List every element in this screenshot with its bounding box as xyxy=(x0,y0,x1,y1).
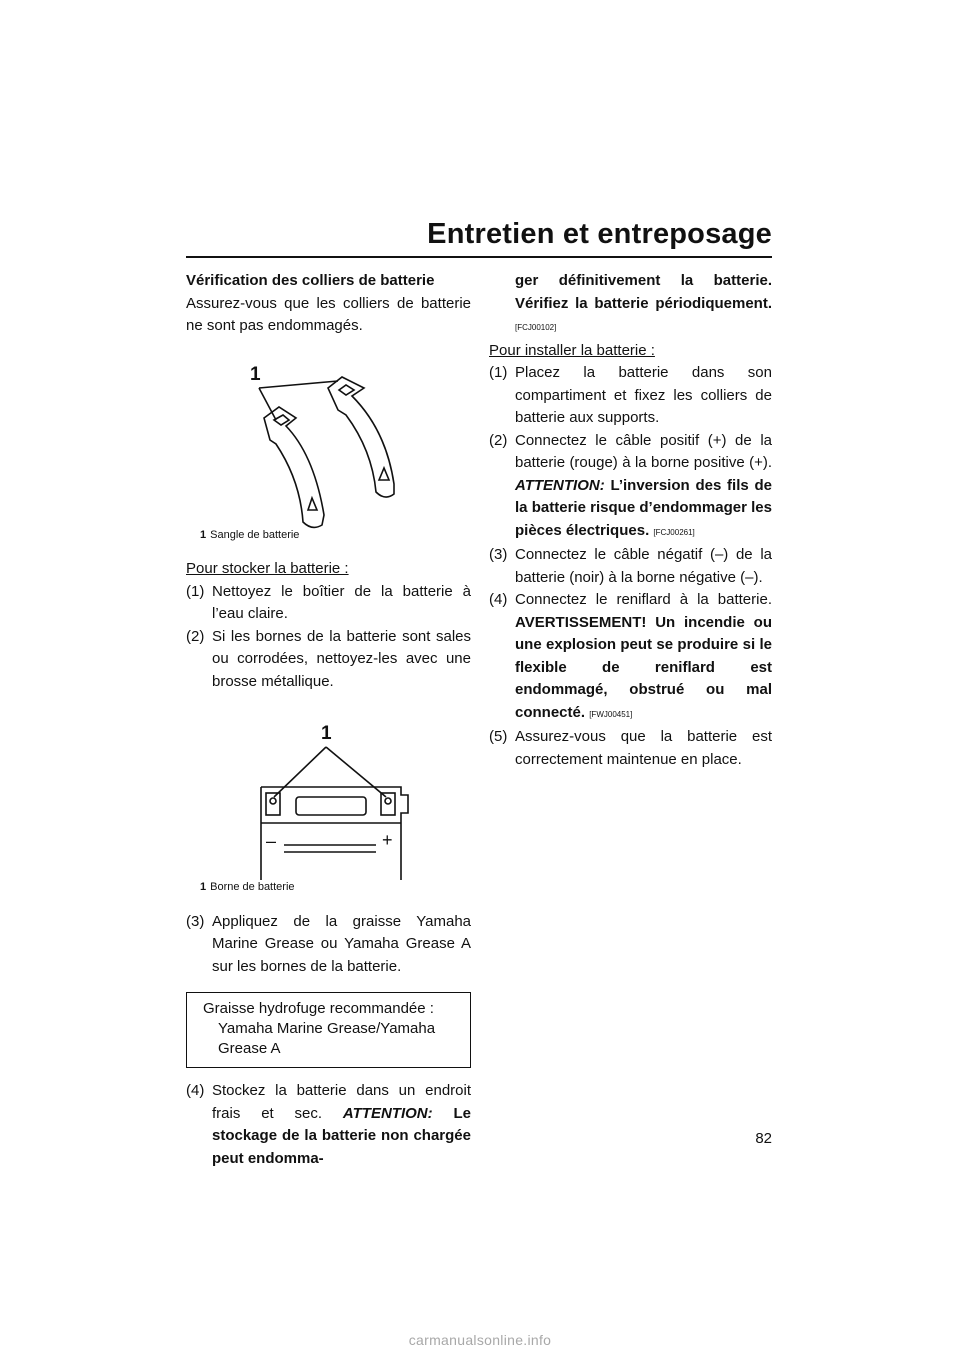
item-text: Appliquez de la graisse Yamaha Marine Grease ou Yamaha Grease A sur les bornes de la batterie. xyxy=(212,912,471,975)
callout-1: 1 xyxy=(321,723,332,744)
title-rule xyxy=(186,256,772,258)
item-number: (4) xyxy=(489,591,508,608)
item-text-plain: Connectez le câble positif (+) de la batterie (rouge) à la borne positive (+). xyxy=(515,431,772,471)
item-text xyxy=(515,430,772,545)
list-item xyxy=(489,726,772,771)
item-text: Placez la batterie dans son compartiment et fixez les colliers de batterie aux supports. xyxy=(515,364,772,426)
item-text-plain: Stockez la batterie dans un endroit frais et sec. xyxy=(212,1082,471,1122)
recommended-grease-box xyxy=(186,992,471,1068)
attention-label: ATTENTION: xyxy=(342,1104,433,1122)
list-item-continued xyxy=(489,270,772,340)
item-number: (4) xyxy=(186,1082,205,1099)
list-item xyxy=(489,362,772,430)
figure-battery-terminals xyxy=(186,725,471,880)
watermark: carmanualsonline.info xyxy=(408,1332,552,1348)
right-column xyxy=(489,270,772,771)
store-title: Pour stocker la batterie : xyxy=(186,560,349,577)
callout-1: 1 xyxy=(250,363,261,385)
item-text xyxy=(212,1080,471,1170)
item-text: Connectez le câble négatif (–) de la batterie (noir) à la borne négative (–). xyxy=(515,546,772,586)
section-heading: Vérification des colliers de batterie xyxy=(186,272,435,289)
list-item xyxy=(489,544,772,589)
left-column xyxy=(186,270,471,1170)
battery-terminal-illustration xyxy=(186,725,471,880)
battery-strap-illustration xyxy=(186,360,471,530)
box-value: Yamaha Marine Grease/Yamaha Grease A xyxy=(218,1020,436,1057)
list-item xyxy=(489,589,772,726)
item-number: (5) xyxy=(489,728,508,745)
item-number: (3) xyxy=(186,912,205,930)
item-text-plain: Connectez le reniflard à la batterie. xyxy=(515,591,772,608)
reference-code: [FCJ00102] xyxy=(515,323,557,332)
page-title: Entretien et entreposage xyxy=(427,218,772,250)
item-text: Nettoyez le boîtier de la batterie à l’eau claire. xyxy=(212,582,471,622)
caption-text: Sangle de batterie xyxy=(210,528,300,541)
attention-label: ATTENTION: xyxy=(515,476,605,494)
figure-battery-straps xyxy=(186,360,471,530)
list-item xyxy=(186,1080,471,1170)
item-number: (2) xyxy=(489,431,508,449)
item-number: (3) xyxy=(489,546,508,563)
install-title: Pour installer la batterie : xyxy=(489,341,655,359)
list-item xyxy=(489,430,772,545)
item-text: Si les bornes de la batterie sont sales ou corrodées, nettoyez-les avec une brosse métallique. xyxy=(212,627,471,690)
list-item xyxy=(186,581,471,626)
page-number: 82 xyxy=(755,1130,772,1147)
item-text xyxy=(515,589,772,726)
warning-text: AVERTISSEMENT! Un incendie ou une explosion peut se produire si le flexible de reniflard est endommagé, obstrué ou mal connecté. xyxy=(515,613,772,721)
list-item xyxy=(186,626,471,694)
caption-number: 1 xyxy=(200,881,207,893)
attention-text: ger définitivement la batterie. Vérifiez la batterie périodiquement. xyxy=(515,272,772,312)
reference-code: [FWJ00451] xyxy=(589,709,633,719)
plus-sign: + xyxy=(382,830,393,850)
box-label: Graisse hydrofuge recommandée : xyxy=(203,1000,434,1017)
attention-text: Le stockage de la batterie non chargée peut endomma- xyxy=(212,1104,471,1167)
intro-paragraph: Assurez-vous que les colliers de batterie ne sont pas endommagés. xyxy=(186,294,471,334)
item-text: Assurez-vous que la batterie est correctement maintenue en place. xyxy=(515,728,772,768)
item-number: (2) xyxy=(186,627,205,645)
caption-number: 1 xyxy=(200,528,207,541)
item-number: (1) xyxy=(186,582,205,600)
list-item xyxy=(186,911,471,979)
caption-text: Borne de batterie xyxy=(210,881,295,893)
minus-sign: – xyxy=(266,831,277,851)
reference-code: [FCJ00261] xyxy=(653,527,695,537)
attention-text: L’inversion des fils de la batterie risque d’endommager les pièces électriques. xyxy=(515,476,772,539)
item-number: (1) xyxy=(489,364,508,381)
